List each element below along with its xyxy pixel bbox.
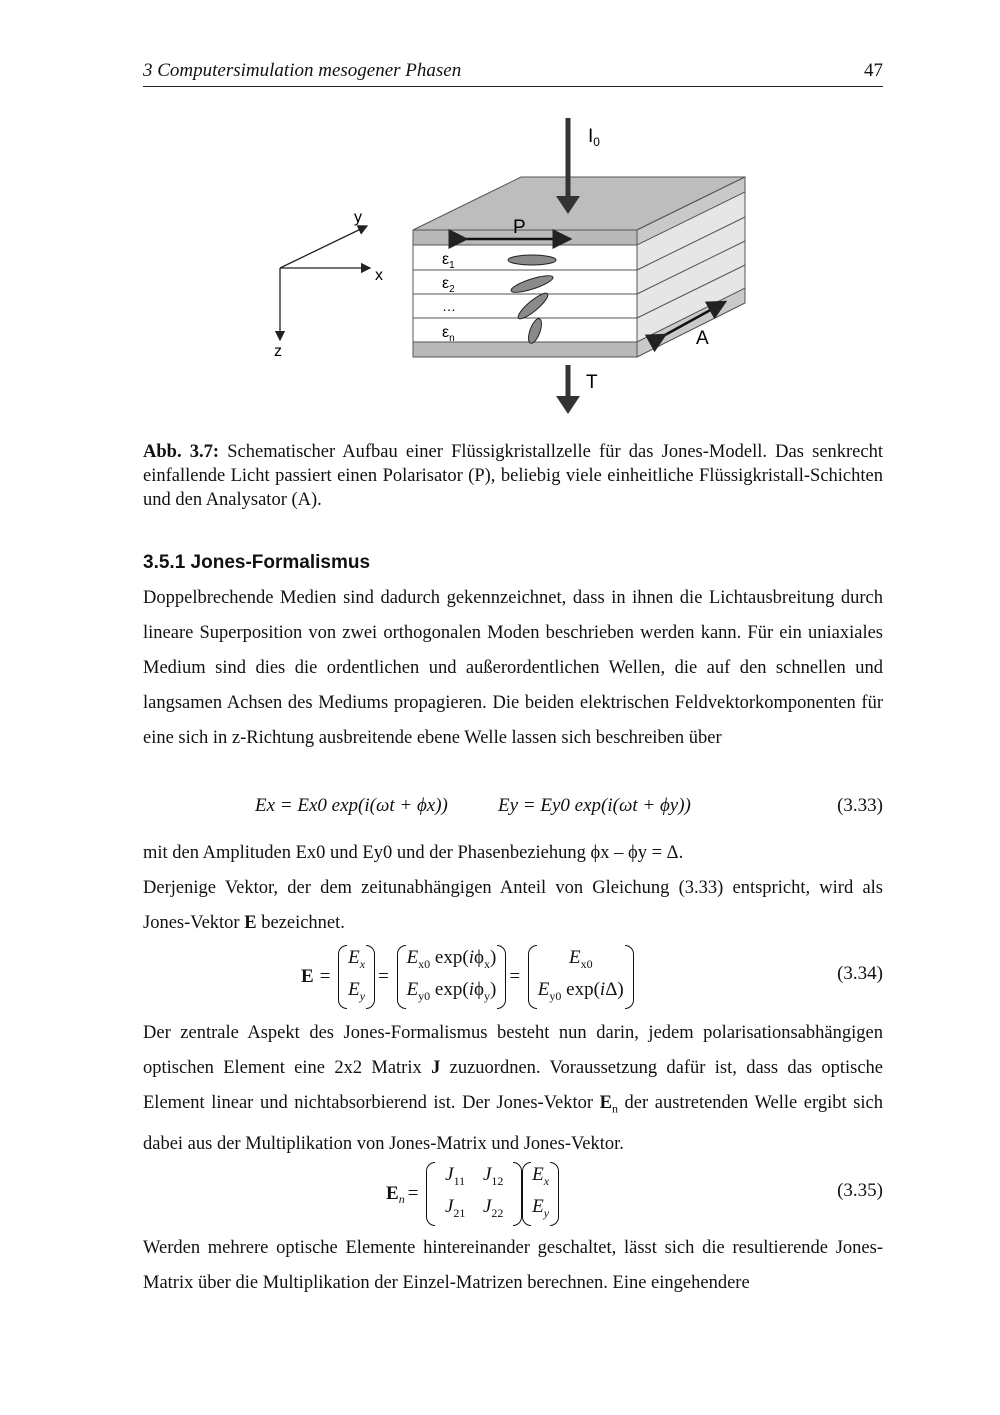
paragraph-4-text-b: zuzuordnen. Voraussetzung dafür ist, dass das optische Element linear und nichtabsorbierend ist. Der Jones-Vektor (143, 1058, 883, 1113)
caption-label: Abb. 3.7: (143, 442, 220, 462)
page-number: 47 (864, 60, 883, 81)
paragraph-4-text-c: der austretenden Welle ergibt sich dabei aus der Multiplikation von Jones-Matrix und Jones-Vektor. (143, 1093, 884, 1154)
output-vector-symbol: E (599, 1093, 612, 1113)
paragraph-2: mit den Amplituden Ex0 und Ey0 und der Phasenbeziehung ϕx – ϕy = Δ. (143, 843, 684, 863)
equation-3-34-body: E = $E_x$ $E_y$ = $E_{x0}$ $\exp(i\phi_x)$ $E_{y0}$ $\exp(i\phi_y)$ = $E_{x0}$ $E_{y0}$ exp(iΔ) (298, 945, 634, 1009)
jones-vector-symbol: E (244, 913, 257, 933)
z-label: z (274, 343, 282, 360)
equation-3-34-number: (3.34) (837, 963, 883, 984)
layer-1-label: $\varepsilon_1$ (442, 251, 455, 271)
vector-e-components: $E_x$ $E_y$ (338, 945, 375, 1009)
equation-3-35 (143, 1162, 883, 1222)
layer-dots-label: … (442, 298, 456, 314)
polarizer-label: P (513, 217, 526, 238)
output-vector-subscript: n (611, 1101, 618, 1116)
paragraph-1: Doppelbrechende Medien sind dadurch gekennzeichnet, dass in ihnen die Lichtausbreitung durch lineare Superposition von zwei orthogonalen Moden beschrieben werden kann. Für ein uniaxiales Medium sind dies die ordentlichen und außerordentlichen Wellen, die auf den schnellen und langsamen Achsen des Mediums propagieren. Die beiden elektrischen Feldvektorkomponenten für eine sich in z-Richtung ausbreitende ebene Welle lassen sich beschreiben über (143, 588, 883, 748)
paragraph-3-text-a: Derjenige Vektor, der dem zeitunabhängigen Anteil von Gleichung (3.33) entspricht, wird als Jones-Vektor (143, 878, 883, 933)
layer-2-label: $\varepsilon_2$ (442, 275, 455, 295)
section-heading: 3.5.1 Jones-Formalismus (143, 552, 371, 573)
coordinate-axes (280, 226, 370, 340)
caption-text: Schematischer Aufbau einer Flüssigkristallzelle für das Jones-Modell. Das senkrecht einfallende Licht passiert einen Polarisator (P), beliebig viele einheitliche Flüssigkristall-Schichten und den Analysator (A). (143, 442, 883, 510)
equation-3-35-body: $E_n$ = $J_{11}$ $J_{12}$ $J_{21}$ $J_{22}$ $E_x$ $E_y$ (383, 1162, 559, 1226)
paragraph-4-text-a: Der zentrale Aspekt des Jones-Formalismus besteht nun darin, jedem polarisationsabhängigen optischen Element eine 2x2 Matrix (143, 1023, 883, 1078)
analyzer-plate (413, 342, 637, 357)
equation-3-33-number: (3.33) (837, 795, 883, 816)
molecule-1 (508, 255, 556, 265)
figure-caption (143, 440, 883, 512)
jones-matrix: $J_{11}$ $J_{12}$ $J_{21}$ $J_{22}$ (426, 1162, 522, 1226)
transmitted-label: T (586, 372, 598, 393)
analyzer-label: A (696, 328, 709, 349)
transmitted-light-arrowhead (556, 396, 580, 414)
equation-3-34 (143, 945, 883, 1005)
running-title: 3 Computersimulation mesogener Phasen (143, 60, 462, 81)
lc-cell-figure (270, 110, 770, 420)
layer-n-label: $\varepsilon_n$ (442, 324, 455, 344)
lc-cell-diagram (270, 110, 770, 420)
y-axis (280, 226, 367, 268)
vector-e-expanded: $E_{x0}$ $\exp(i\phi_x)$ $E_{y0}$ $\exp(i\phi_y)$ (397, 945, 507, 1009)
vector-e-delta: $E_{x0}$ $E_{y0}$ exp(iΔ) (528, 945, 634, 1009)
incident-intensity-label: $I_0$ (588, 126, 600, 149)
equation-3-33-ex: Ex = Ex0 exp(i(ωt + ϕx)) (255, 795, 448, 816)
paragraph-5: Werden mehrere optische Elemente hintereinander geschaltet, lässt sich die resultierende Jones-Matrix über die Multiplikation der Einzel-Matrizen berechnen. Eine eingehendere (143, 1238, 883, 1293)
paragraph-4 (143, 1016, 883, 1162)
jones-matrix-symbol: J (431, 1058, 441, 1078)
input-vector: $E_x$ $E_y$ (522, 1162, 559, 1226)
paragraph-3 (143, 871, 883, 941)
page-header (143, 60, 883, 87)
paragraph-3-text-b: bezeichnet. (256, 913, 345, 933)
equation-3-35-number: (3.35) (837, 1180, 883, 1201)
x-label: x (375, 267, 383, 284)
y-label: y (354, 209, 362, 226)
equation-3-33 (143, 795, 883, 825)
equation-3-33-ey: Ey = Ey0 exp(i(ωt + ϕy)) (498, 795, 691, 816)
